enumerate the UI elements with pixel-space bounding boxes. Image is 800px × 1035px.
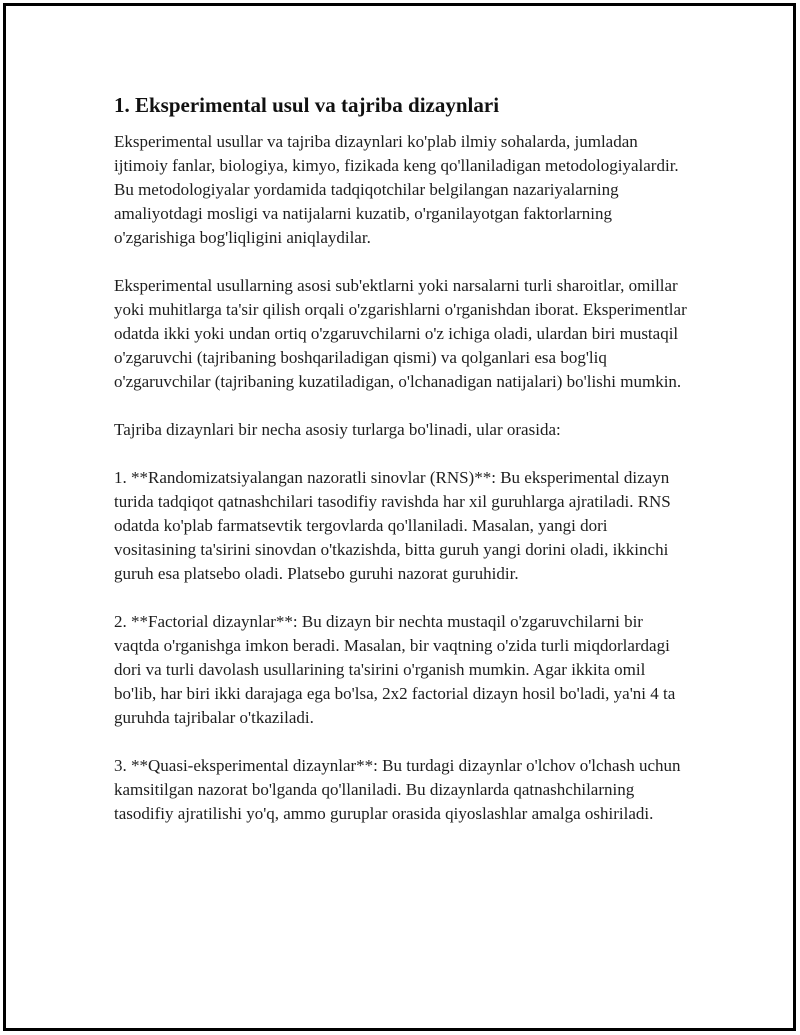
list-item-rns: 1. **Randomizatsiyalangan nazoratli sinovlar (RNS)**: Bu eksperimental dizayn turida tadqiqot qatnashchilari tasodifiy ravishda har xil guruhlarga ajratiladi. RNS odatda ko'plab farmatsevtik tergovlarda qo'llaniladi. Masalan, yangi dori vositasining ta'sirini sinovdan o'tkazishda, bitta guruh yangi dorini oladi, ikkinchi guruh esa platsebo oladi. Platsebo guruhi nazorat guruhidir.	[114, 468, 671, 583]
paragraph-intro: Eksperimental usullar va tajriba dizaynlari ko'plab ilmiy sohalarda, jumladan ijtimoiy fanlar, biologiya, kimyo, fizikada keng qo'llaniladigan metodologiyalardir. Bu metodologiyalar yordamida tadqiqotchilar belgilangan nazariyalarning amaliyotdagi mosligi va natijalarni kuzatib, o'rganilayotgan faktorlarning o'zgarishiga bog'liqligini aniqlaydilar.	[114, 132, 679, 247]
document-body	[114, 92, 690, 850]
paragraph-types-intro: Tajriba dizaynlari bir necha asosiy turlarga bo'linadi, ular orasida:	[114, 420, 561, 439]
list-item-quasi: 3. **Quasi-eksperimental dizaynlar**: Bu turdagi dizaynlar o'lchov o'lchash uchun kamsitilgan nazorat bo'lganda qo'llaniladi. Bu dizaynlarda qatnashchilarning tasodifiy ajratilishi yo'q, ammo guruplar orasida qiyoslashlar amalga oshiriladi.	[114, 756, 681, 823]
list-item-factorial: 2. **Factorial dizaynlar**: Bu dizayn bir nechta mustaqil o'zgaruvchilarni bir vaqtda o'rganishga imkon beradi. Masalan, bir vaqtning o'zida turli miqdorlardagi dori va turli davolash usullarining ta'sirini o'rganish mumkin. Agar ikkita omil bo'lib, har biri ikki darajaga ega bo'lsa, 2x2 factorial dizayn hosil bo'ladi, ya'ni 4 ta guruhda tajribalar o'tkaziladi.	[114, 612, 676, 727]
section-title: 1. Eksperimental usul va tajriba dizaynlari	[114, 93, 500, 117]
paragraph-basis: Eksperimental usullarning asosi sub'ektlarni yoki narsalarni turli sharoitlar, omillar yoki muhitlarga ta'sir qilish orqali o'zgarishlarni o'rganishdan iborat. Eksperimentlar odatda ikki yoki undan ortiq o'zgaruvchilarni o'z ichiga oladi, ulardan biri mustaqil o'zgaruvchi (tajribaning boshqariladigan qismi) va qolganlari esa bog'liq o'zgaruvchilar (tajribaning kuzatiladigan, o'lchanadigan natijalari) bo'lishi mumkin.	[114, 276, 687, 391]
